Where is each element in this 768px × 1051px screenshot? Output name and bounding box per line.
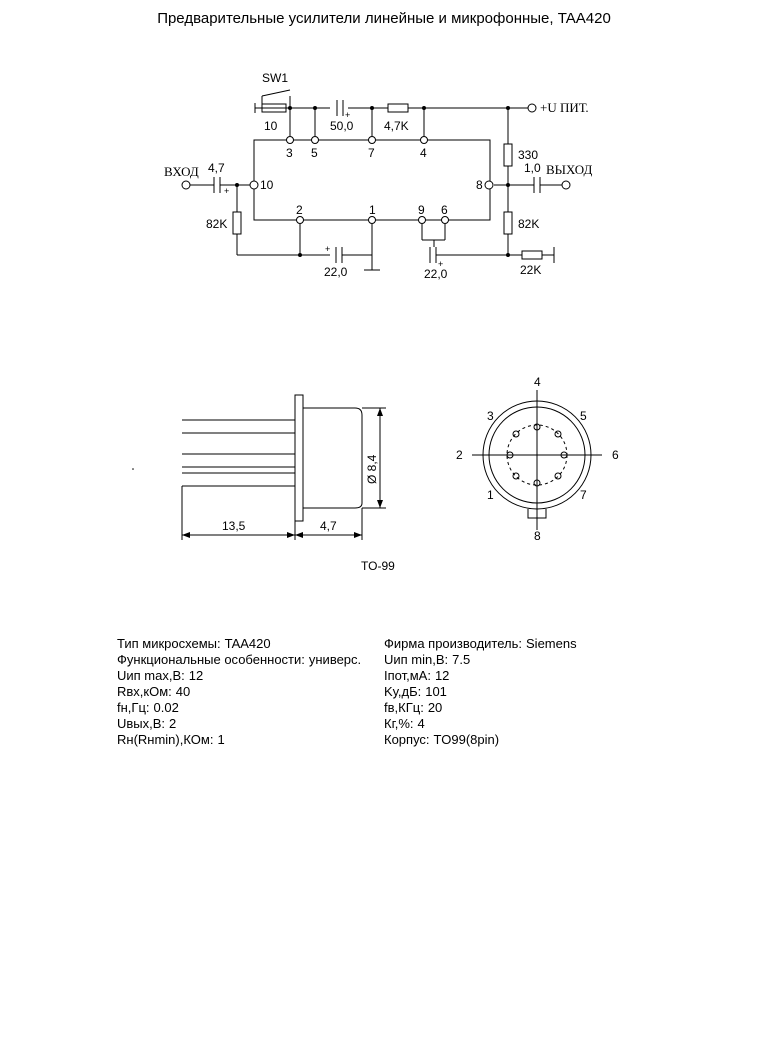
package-body-side	[303, 408, 362, 508]
spec-fhigh: fв,КГц: 20	[384, 700, 443, 715]
pkg-pin-6: 6	[612, 448, 619, 462]
spec-manufacturer: Фирма производитель: Siemens	[384, 636, 577, 651]
input-label: ВХОД	[164, 164, 199, 179]
spec-umin: Uип min,В: 7.5	[384, 652, 471, 667]
pkg-pin-7: 7	[580, 488, 587, 502]
spec-flow: fн,Гц: 0.02	[117, 700, 179, 715]
pkg-pin-5: 5	[580, 409, 587, 423]
pin-7: 7	[368, 146, 375, 160]
label-c-out: 1,0	[524, 161, 541, 175]
pin-2: 2	[296, 203, 303, 217]
svg-text:+: +	[345, 110, 351, 120]
supply-label: +U ПИТ.	[540, 100, 589, 115]
pin-10: 10	[260, 178, 274, 192]
svg-text:+: +	[224, 186, 230, 196]
pkg-pin-8: 8	[534, 529, 541, 543]
dim-body: 4,7	[320, 519, 337, 533]
spec-package: Корпус: TO99(8pin)	[384, 732, 500, 747]
label-c-top: 50,0	[330, 119, 354, 133]
spec-features: Функциональные особенности: универс.	[117, 652, 362, 667]
label-r-330: 330	[518, 148, 539, 162]
label-r-in: 82K	[206, 217, 228, 231]
pin-3: 3	[286, 146, 293, 160]
pkg-pin-1: 1	[487, 488, 494, 502]
spec-rin: Rвх,кОм: 40	[117, 684, 191, 699]
svg-text:+: +	[438, 259, 444, 269]
output-label: ВЫХОД	[546, 162, 593, 177]
pkg-pin-2: 2	[456, 448, 463, 462]
svg-text:+: +	[325, 244, 331, 254]
label-r-82k-out: 82K	[518, 217, 540, 231]
label-c-in: 4,7	[208, 161, 225, 175]
page-title: Предварительные усилители линейные и микрофонные, TAA420	[157, 10, 611, 27]
pkg-pin-3: 3	[487, 409, 494, 423]
pin-6: 6	[441, 203, 448, 217]
spec-umax: Uип max,В: 12	[117, 668, 204, 683]
pin-9: 9	[418, 203, 425, 217]
spec-icurrent: Iпот,мА: 12	[384, 668, 450, 683]
spec-gain: Kу,дБ: 101	[384, 684, 447, 699]
label-c-pin2: 22,0	[324, 265, 348, 279]
pin-4: 4	[420, 146, 427, 160]
spec-type: Тип микросхемы: TAA420	[117, 636, 271, 651]
spec-uout: Uвых,В: 2	[117, 716, 177, 731]
package-name: TO-99	[361, 559, 395, 573]
spec-thd: Кг,%: 4	[384, 716, 425, 731]
dim-length: 13,5	[222, 519, 246, 533]
dim-diameter: Ø 8,4	[365, 454, 379, 484]
pkg-pin-4: 4	[534, 375, 541, 389]
pin-5: 5	[311, 146, 318, 160]
spec-rload: Rн(Rнmin),КОм: 1	[117, 732, 225, 747]
label-r-top: 4,7K	[384, 119, 409, 133]
label-r-sw: 10	[264, 119, 278, 133]
label-r-22k: 22K	[520, 263, 542, 277]
pin-8: 8	[476, 178, 483, 192]
label-c-pin9: 22,0	[424, 267, 448, 281]
pin-1: 1	[369, 203, 376, 217]
sw1-label: SW1	[262, 71, 289, 85]
